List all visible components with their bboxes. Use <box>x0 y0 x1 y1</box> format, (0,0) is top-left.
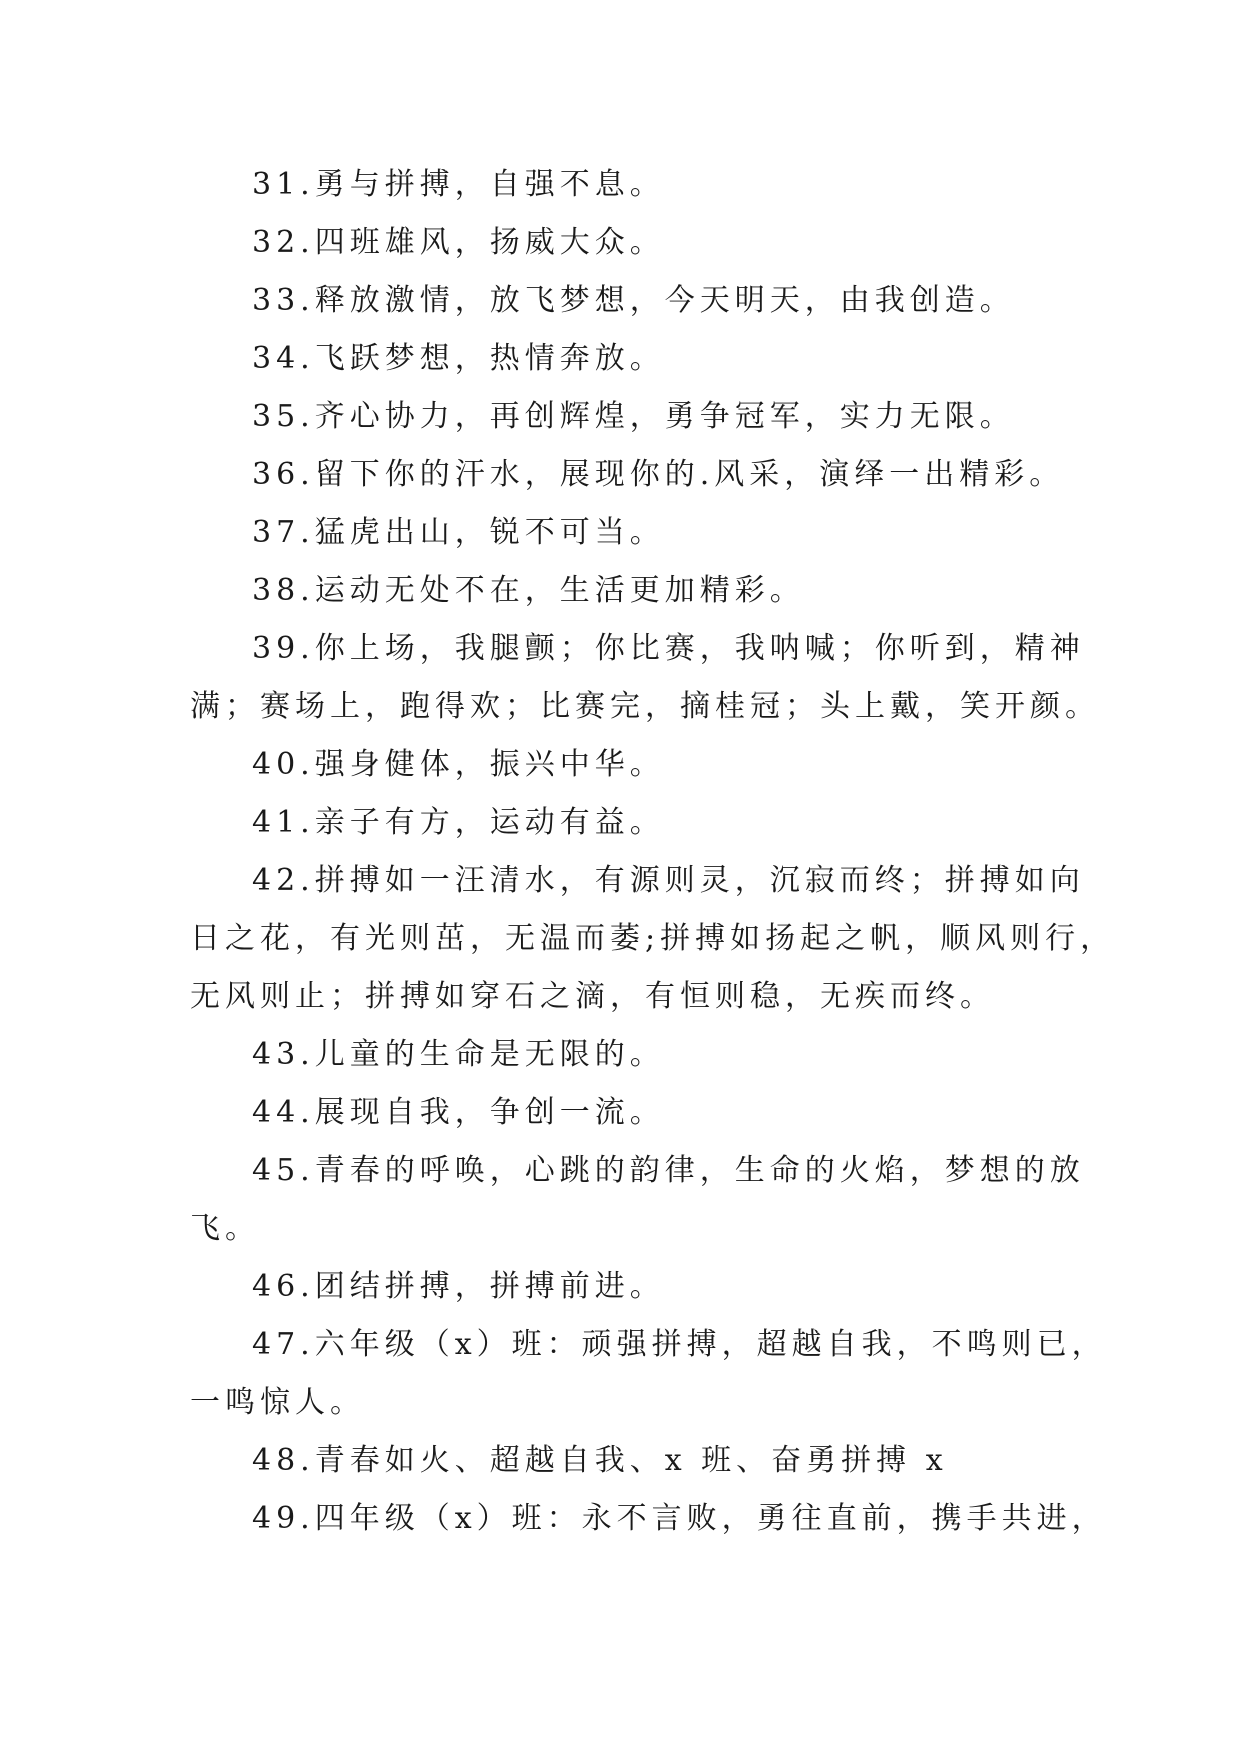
text-line: 32.四班雄风，扬威大众。 <box>252 225 665 260</box>
text-line-continuation: 无风则止；拼搏如穿石之滴，有恒则稳，无疾而终。 <box>190 979 995 1014</box>
document-page <box>190 156 1116 1548</box>
text-line: 46.团结拼搏，拼搏前进。 <box>252 1269 665 1304</box>
text-line: 40.强身健体，振兴中华。 <box>252 747 665 782</box>
text-line: 43.儿童的生命是无限的。 <box>252 1037 665 1072</box>
text-line: 48.青春如火、超越自我、x 班、奋勇拼搏 x <box>252 1443 948 1478</box>
text-line: 35.齐心协力，再创辉煌，勇争冠军，实力无限。 <box>252 399 1015 434</box>
text-line-continuation: 满；赛场上，跑得欢；比赛完，摘桂冠；头上戴，笑开颜。 <box>190 689 1100 724</box>
text-line: 38.运动无处不在，生活更加精彩。 <box>252 573 805 608</box>
text-line: 45.青春的呼唤，心跳的韵律，生命的火焰，梦想的放 <box>252 1153 1085 1188</box>
text-line: 41.亲子有方，运动有益。 <box>252 805 665 840</box>
text-line: 31.勇与拼搏，自强不息。 <box>252 167 665 202</box>
text-line: 42.拼搏如一汪清水，有源则灵，沉寂而终；拼搏如向 <box>252 863 1085 898</box>
text-line-continuation: 飞。 <box>190 1211 260 1246</box>
text-line: 36.留下你的汗水，展现你的.风采，演绎一出精彩。 <box>252 457 1065 492</box>
text-line: 49.四年级（x）班：永不言败，勇往直前，携手共进， <box>252 1501 1107 1536</box>
text-line: 47.六年级（x）班：顽强拼搏，超越自我，不鸣则已， <box>252 1327 1107 1362</box>
text-line-continuation: 一鸣惊人。 <box>190 1385 365 1420</box>
text-line: 37.猛虎出山，锐不可当。 <box>252 515 665 550</box>
text-line: 39.你上场，我腿颤；你比赛，我呐喊；你听到，精神 <box>252 631 1085 666</box>
text-line-continuation: 日之花，有光则茁，无温而萎;拼搏如扬起之帆，顺风则行， <box>190 921 1116 956</box>
text-line: 34.飞跃梦想，热情奔放。 <box>252 341 665 376</box>
text-line: 44.展现自我，争创一流。 <box>252 1095 665 1130</box>
text-line: 33.释放激情，放飞梦想，今天明天，由我创造。 <box>252 283 1015 318</box>
